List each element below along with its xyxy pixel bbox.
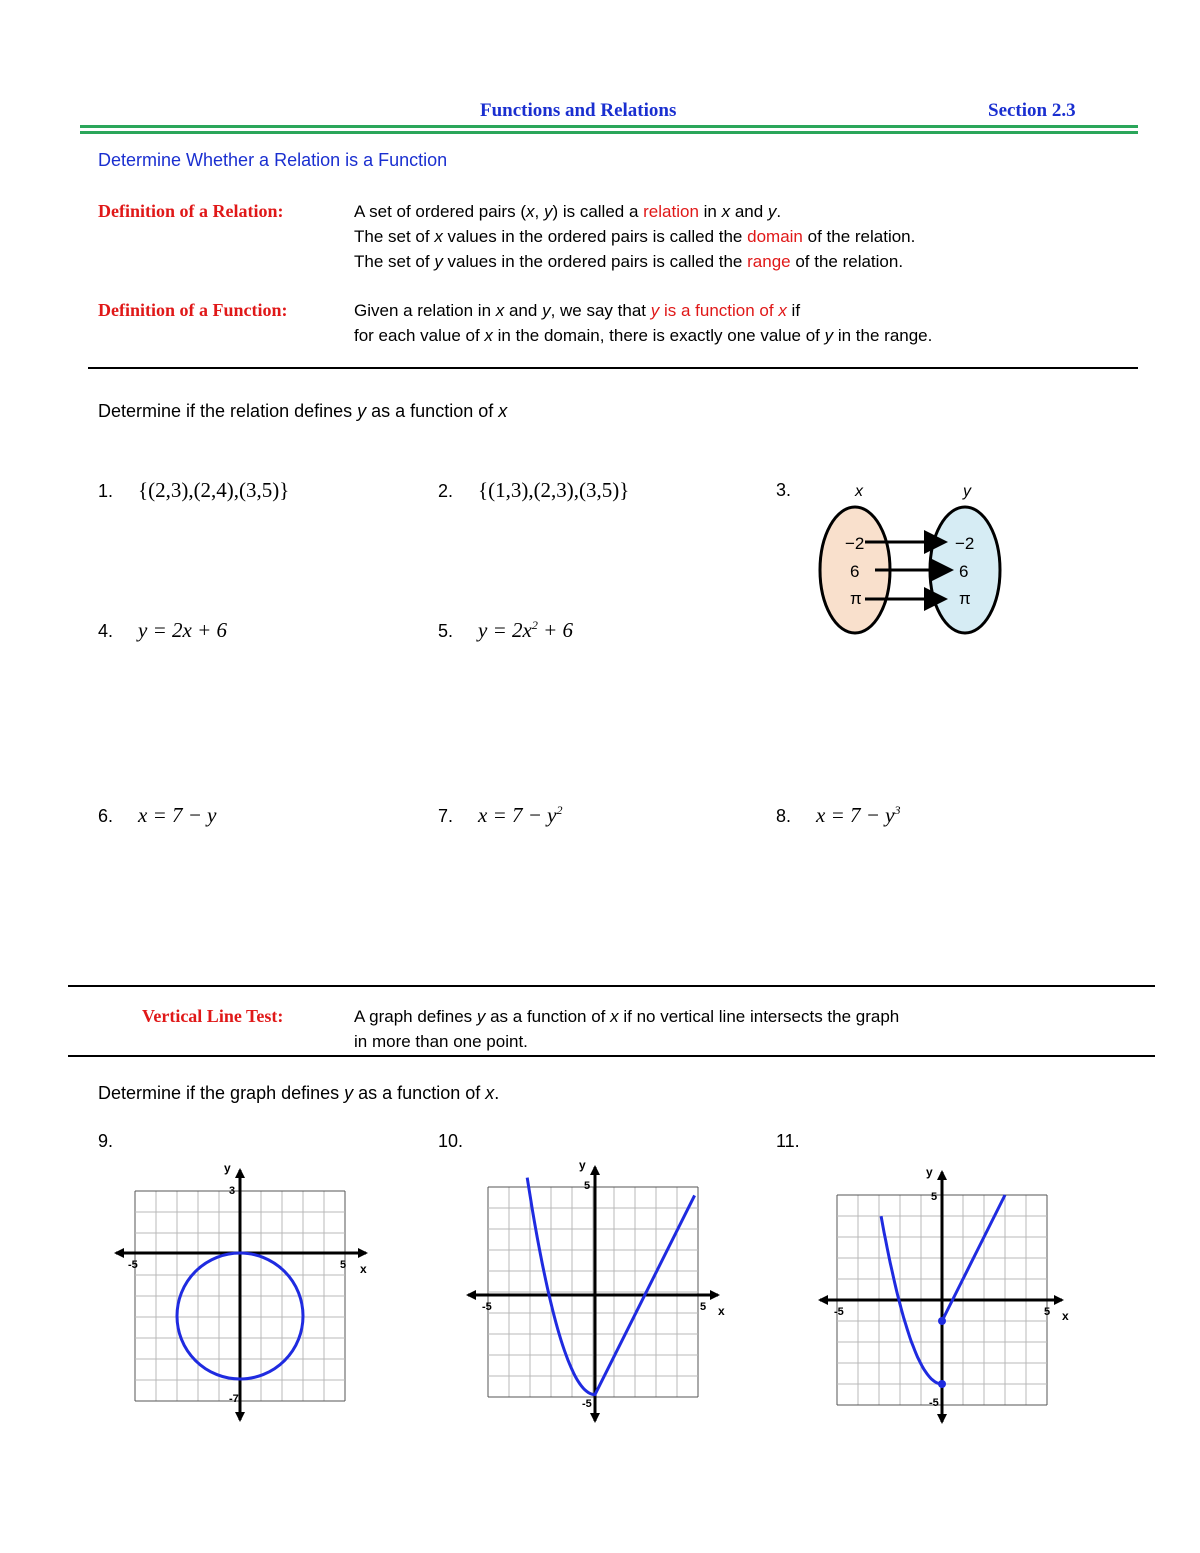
function-term: y is a function of x (650, 301, 787, 320)
graph-9-x-max: 5 (340, 1259, 347, 1271)
graph-instruction: Determine if the graph defines y as a function of x. (98, 1083, 500, 1103)
problem-3: 3. (776, 480, 792, 500)
domain-term: domain (747, 227, 803, 246)
mapping-x-label: x (855, 483, 863, 500)
domain-value-2: 6 (850, 562, 860, 581)
graph-10-y-min: -5 (582, 1398, 592, 1410)
relation-def-line-2: The set of x values in the ordered pairs is called the domain of the relation. (354, 227, 916, 246)
vertical-line-test-text (354, 1004, 899, 1054)
problem-1: 1. {(2,3),(2,4),(3,5)} (98, 478, 290, 502)
graph-11-x-min: -5 (834, 1306, 844, 1318)
vlt-line-1: A graph defines y as a function of x if no vertical line intersects the graph (354, 1007, 900, 1026)
graph-11-y-min: -5 (929, 1397, 939, 1409)
range-value-1: −2 (955, 534, 975, 553)
range-value-3: π (959, 589, 971, 608)
graph-9-y-min: -7 (229, 1393, 239, 1405)
graph-9-x-min: -5 (128, 1259, 138, 1271)
relation-definition-text (354, 199, 915, 274)
graph-11-x-label: x (1062, 1309, 1069, 1323)
graph-9-axes (114, 1168, 368, 1422)
function-definition-label: Definition of a Function: (98, 300, 288, 320)
section-divider-3 (68, 1055, 1155, 1057)
graph-9-x-label: x (360, 1262, 367, 1276)
problem-2-expression: {(1,3),(2,3),(3,5)} (478, 478, 630, 502)
section-subtitle: Determine Whether a Relation is a Function (98, 150, 448, 170)
relation-term: relation (643, 202, 699, 221)
graph-9 (110, 1158, 380, 1433)
header-rule-top (80, 125, 1138, 128)
graph-9-y-label: y (224, 1161, 231, 1175)
problem-1-expression: {(2,3),(2,4),(3,5)} (138, 478, 290, 502)
graph-10-x-max: 5 (700, 1301, 707, 1313)
problem-6: 6. x = 7 − y (98, 803, 217, 827)
graph-10-y-max: 5 (584, 1180, 591, 1192)
section-divider-1 (88, 367, 1138, 369)
graph-11-y-max: 5 (931, 1191, 938, 1203)
mapping-y-label: y (963, 483, 971, 500)
range-value-2: 6 (959, 562, 969, 581)
graph-10-grid (488, 1187, 698, 1397)
problem-7: 7. $x = 7 - y^2$ (438, 803, 563, 827)
problem-9-number: 9. (98, 1131, 114, 1151)
problem-4: 4. y = 2x + 6 (98, 618, 227, 642)
problem-2: 2. {(1,3),(2,3),(3,5)} (438, 478, 630, 502)
range-term: range (747, 252, 791, 271)
relation-definition-label: Definition of a Relation: (98, 201, 284, 221)
problem-7-expression: $x = 7 - y^2$ (478, 803, 563, 827)
section-divider-2 (68, 985, 1155, 987)
graph-11-y-label: y (926, 1165, 933, 1179)
vlt-line-2: in more than one point. (354, 1032, 528, 1051)
problem-4-expression: y = 2x + 6 (138, 618, 227, 642)
problem-6-expression: x = 7 − y (138, 803, 217, 827)
domain-value-1: −2 (845, 534, 865, 553)
relation-def-line-1: A set of ordered pairs (x, y) is called a relation in x and y. (354, 202, 782, 221)
section-label: Section 2.3 (988, 100, 1076, 121)
function-def-line-2: for each value of x in the domain, there is exactly one value of y in the range. (354, 326, 933, 345)
problem-8-expression: $x = 7 - y^3$ (816, 803, 901, 827)
relation-def-line-3: The set of y values in the ordered pairs is called the range of the relation. (354, 252, 904, 271)
function-definition-text (354, 298, 932, 348)
graph-11-point-top (938, 1317, 946, 1325)
graph-10-x-label: x (718, 1304, 725, 1318)
graph-11-x-max: 5 (1044, 1306, 1051, 1318)
function-def-line-1: Given a relation in x and y, we say that y is a function of x if (354, 301, 801, 320)
domain-value-3: π (850, 589, 862, 608)
graph-10-y-label: y (579, 1158, 586, 1172)
problem-11-number: 11. (776, 1131, 800, 1151)
header-rule-bottom (80, 131, 1138, 134)
graph-9-y-max: 3 (229, 1185, 236, 1197)
vertical-line-test-label: Vertical Line Test: (142, 1006, 284, 1026)
relation-instruction: Determine if the relation defines y as a function of x (98, 401, 508, 421)
page-title: Functions and Relations (480, 100, 677, 121)
mapping-diagram (815, 478, 1010, 643)
graph-10-x-min: -5 (482, 1301, 492, 1313)
graph-10 (460, 1155, 735, 1430)
problem-5: 5. $y = 2x^2 + 6$ (438, 618, 573, 642)
graph-11 (812, 1160, 1077, 1430)
graph-11-point-bottom (938, 1380, 946, 1388)
problem-8: 8. $x = 7 - y^3$ (776, 803, 901, 827)
problem-10-number: 10. (438, 1131, 464, 1151)
graph-10-curve (527, 1178, 694, 1395)
problem-5-expression: $y = 2x^2 + 6$ (478, 618, 573, 642)
